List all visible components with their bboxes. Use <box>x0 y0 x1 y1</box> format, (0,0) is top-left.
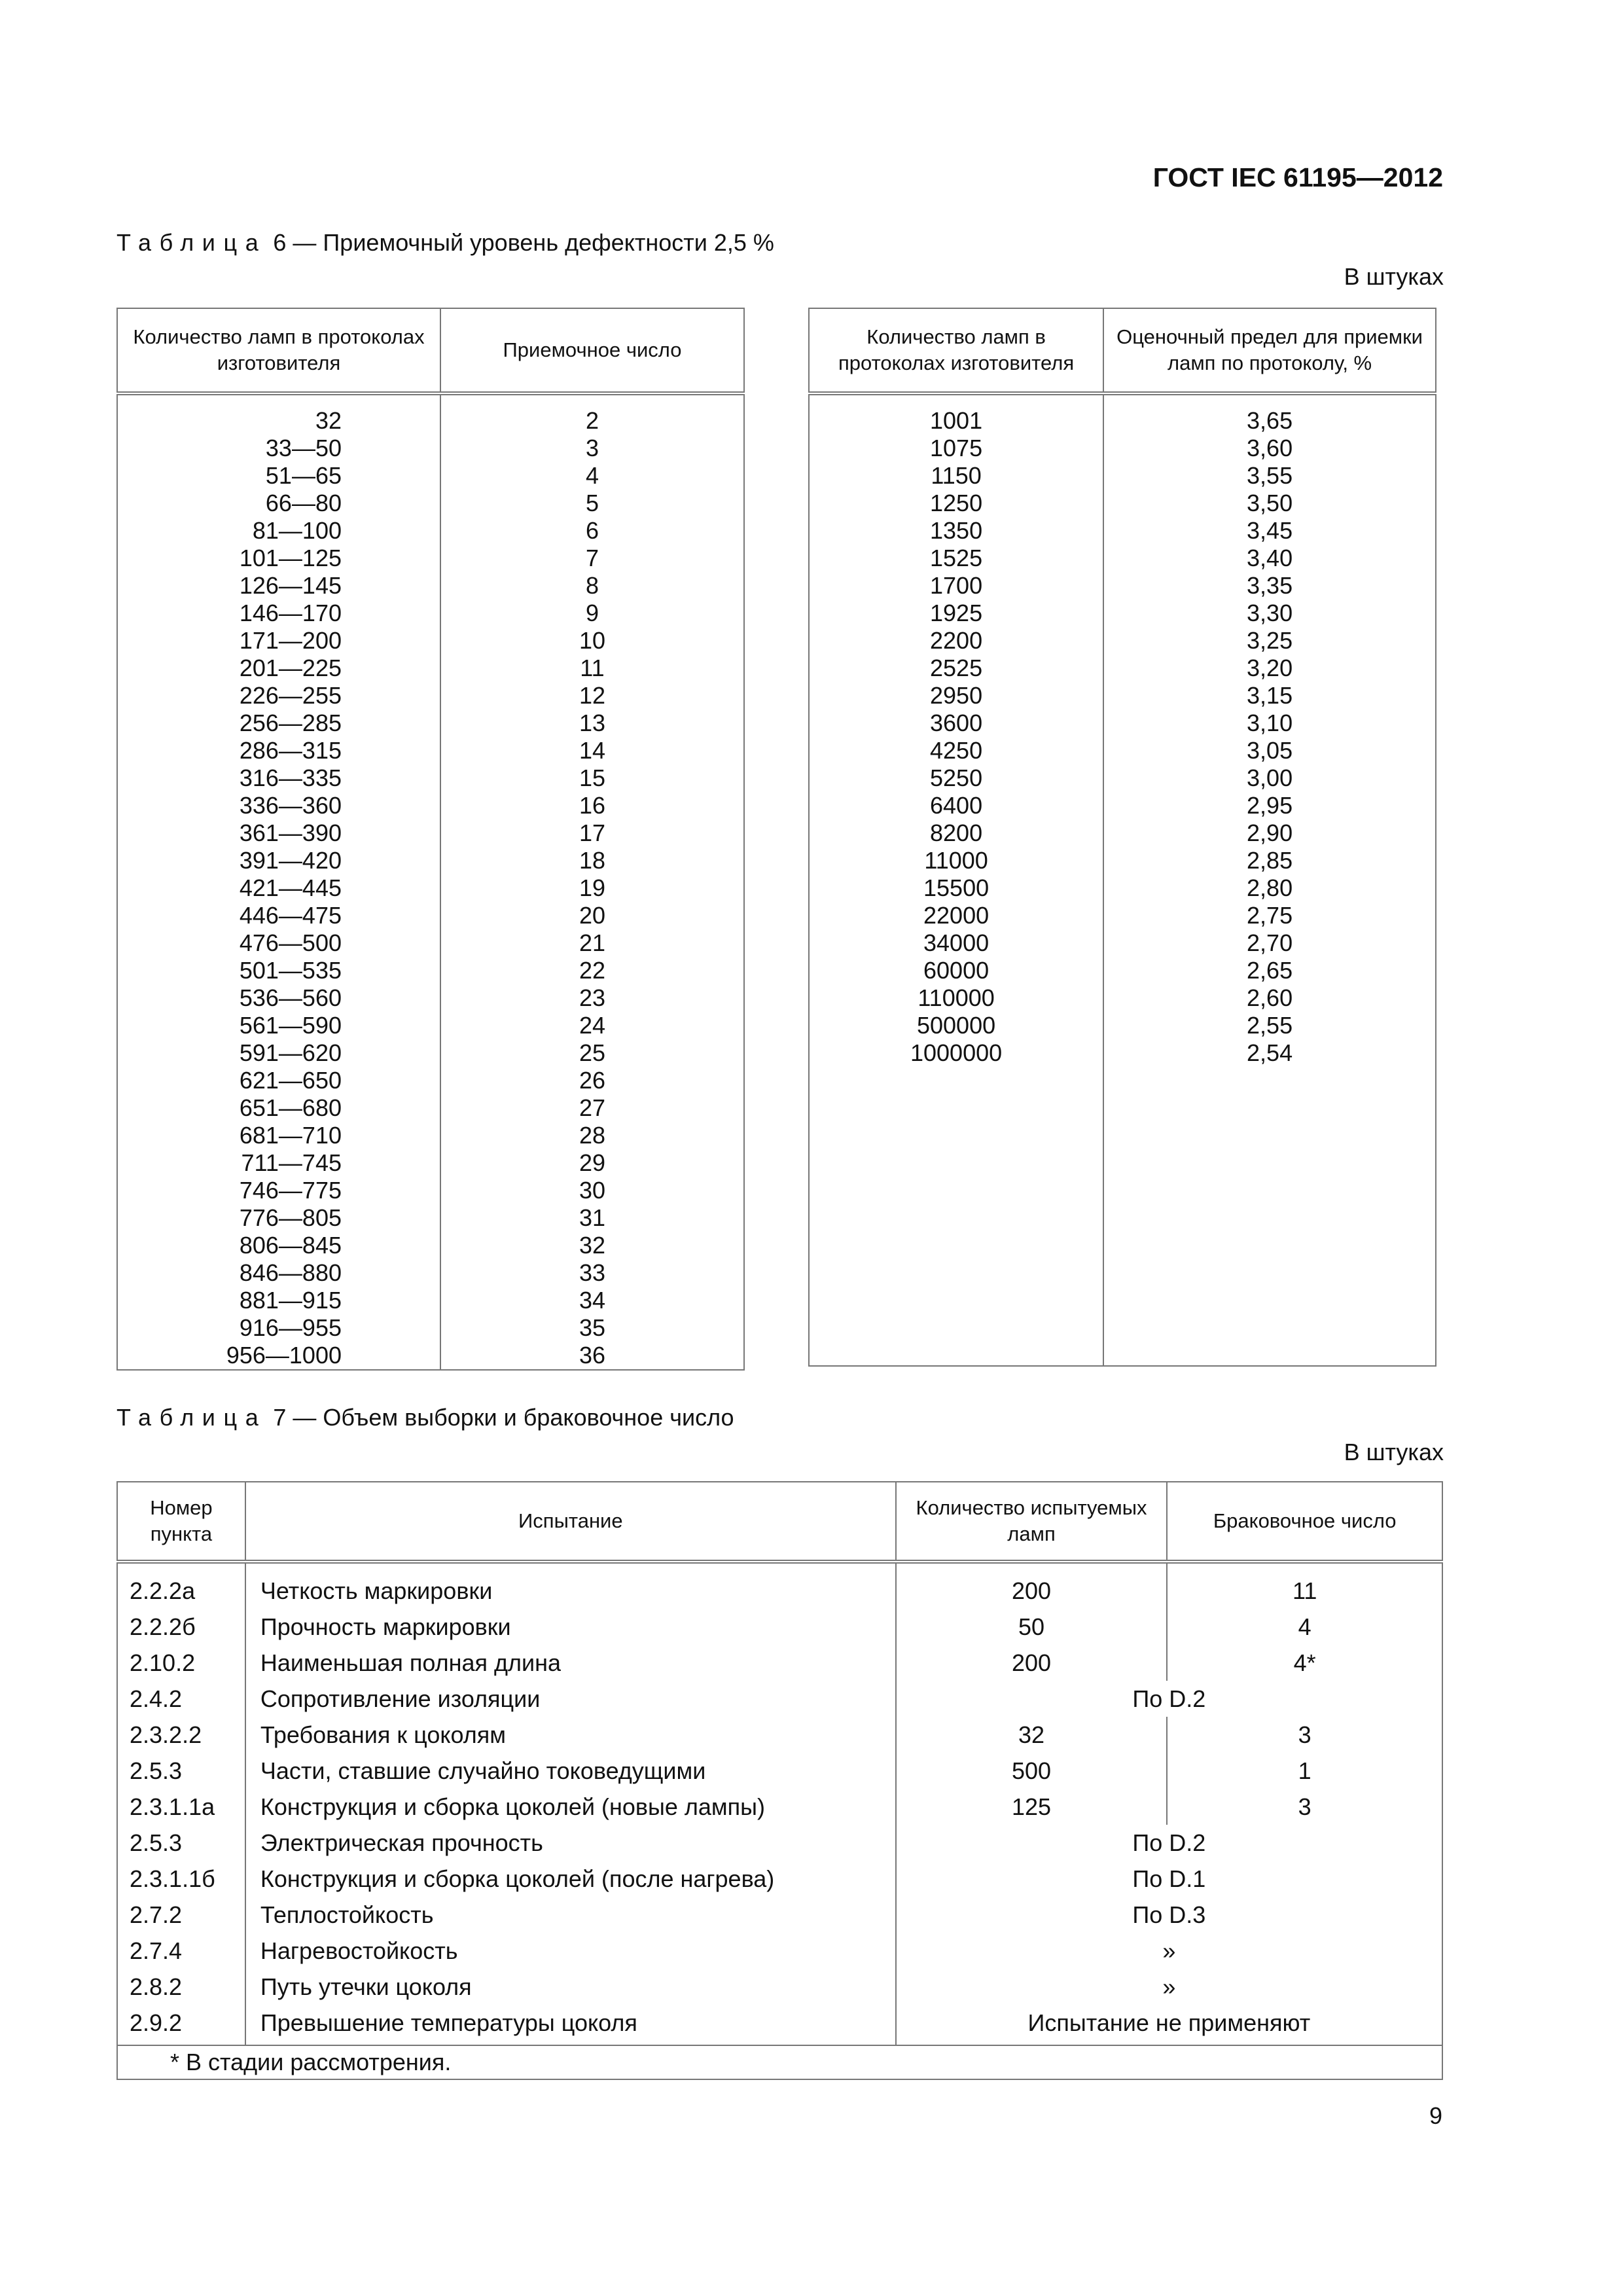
acceptance-number-cell: 8 <box>585 572 599 599</box>
table6-right-header-count: Количество ламп в протоколах изготовителя <box>809 308 1103 393</box>
lamp-count-cell: 1525 <box>930 545 983 571</box>
acceptance-number-cell: 14 <box>579 737 606 764</box>
lamp-count-cell: 101—125 <box>239 545 342 571</box>
lamp-count-cell: 8200 <box>930 819 983 846</box>
table7-caption-text: — Объем выборки и браковочное число <box>293 1404 734 1431</box>
reject-number-cell: 3 <box>1167 1789 1442 1825</box>
lamp-count-cell: 2200 <box>930 627 983 654</box>
lamp-count-cell: 22000 <box>923 902 990 929</box>
lamp-count-cell: 126—145 <box>239 572 342 599</box>
acceptance-number-cell: 13 <box>579 709 606 736</box>
lamp-count-cell: 66—80 <box>265 490 342 516</box>
lamp-count-cell: 1925 <box>930 600 983 626</box>
reference-cell: По D.1 <box>896 1861 1442 1897</box>
acceptance-number-cell: 29 <box>579 1149 606 1176</box>
acceptance-limit-cell: 3,35 <box>1247 572 1293 599</box>
item-number-cell: 2.3.1.1б <box>117 1861 245 1897</box>
document-designation: ГОСТ IEC 61195—2012 <box>1152 162 1443 192</box>
acceptance-limit-cell: 3,60 <box>1247 435 1293 461</box>
table-row <box>117 1789 1442 1825</box>
acceptance-number-cell: 10 <box>579 627 606 654</box>
acceptance-number-cell: 27 <box>579 1094 606 1121</box>
reference-cell: По D.2 <box>896 1825 1442 1861</box>
acceptance-limit-cell: 3,65 <box>1247 407 1293 434</box>
acceptance-number-cell: 7 <box>585 545 599 571</box>
lamp-count-cell: 881—915 <box>239 1287 342 1314</box>
lamp-count-cell: 1000000 <box>910 1039 1003 1066</box>
acceptance-limit-cell: 2,75 <box>1247 902 1293 929</box>
acceptance-number-cell: 20 <box>579 902 606 929</box>
acceptance-limit-cell: 2,55 <box>1247 1012 1293 1039</box>
acceptance-number-cell: 19 <box>579 874 606 901</box>
lamp-count-cell: 3600 <box>930 709 983 736</box>
acceptance-limit-cell: 2,65 <box>1247 957 1293 984</box>
table7-caption <box>116 1404 734 1431</box>
lamp-count-cell: 201—225 <box>239 655 342 681</box>
acceptance-limit-cell: 2,95 <box>1247 792 1293 819</box>
acceptance-limit-cell: 3,25 <box>1247 627 1293 654</box>
acceptance-limit-cell: 3,05 <box>1247 737 1293 764</box>
lamp-count-cell: 711—745 <box>241 1149 342 1176</box>
test-name-cell: Наименьшая полная длина <box>245 1645 896 1681</box>
lamp-count-cell: 60000 <box>923 957 990 984</box>
table6-left-value-column <box>440 393 744 1370</box>
acceptance-limit-cell: 3,20 <box>1247 655 1293 681</box>
lamp-count-cell: 501—535 <box>239 957 342 984</box>
table6-right-header-limit: Оценочный предел для приемки ламп по протоколу, % <box>1103 308 1436 393</box>
lamp-count-cell: 11000 <box>924 847 988 874</box>
acceptance-limit-cell: 3,50 <box>1247 490 1293 516</box>
acceptance-number-cell: 6 <box>585 517 599 544</box>
lamp-count-cell: 651—680 <box>239 1094 342 1121</box>
acceptance-limit-cell: 2,80 <box>1247 874 1293 901</box>
acceptance-number-cell: 22 <box>579 957 606 984</box>
lamp-count-cell: 681—710 <box>239 1122 342 1149</box>
acceptance-number-cell: 23 <box>579 984 606 1011</box>
acceptance-number-cell: 28 <box>579 1122 606 1149</box>
acceptance-limit-cell: 3,30 <box>1247 600 1293 626</box>
acceptance-limit-cell: 2,85 <box>1247 847 1293 874</box>
table6-right <box>808 308 1436 1367</box>
lamp-count-cell: 776—805 <box>239 1204 342 1231</box>
acceptance-limit-cell: 3,45 <box>1247 517 1293 544</box>
lamp-count-cell: 171—200 <box>239 627 342 654</box>
acceptance-number-cell: 33 <box>579 1259 606 1286</box>
reject-number-cell: 11 <box>1167 1562 1442 1609</box>
reference-cell: По D.2 <box>896 1681 1442 1717</box>
acceptance-number-cell: 18 <box>579 847 606 874</box>
table6-right-value-column <box>1103 393 1436 1366</box>
reference-cell: » <box>896 1933 1442 1969</box>
reference-cell: » <box>896 1969 1442 2005</box>
quantity-cell: 32 <box>896 1717 1168 1753</box>
table-row <box>117 1753 1442 1789</box>
lamp-count-cell: 316—335 <box>239 764 342 791</box>
table-row <box>117 2005 1442 2045</box>
lamp-count-cell: 146—170 <box>239 600 342 626</box>
lamp-count-cell: 916—955 <box>239 1314 342 1341</box>
test-name-cell: Четкость маркировки <box>245 1562 896 1609</box>
lamp-count-cell: 5250 <box>930 764 983 791</box>
item-number-cell: 2.8.2 <box>117 1969 245 2005</box>
lamp-count-cell: 15500 <box>923 874 990 901</box>
lamp-count-cell: 1350 <box>930 517 983 544</box>
acceptance-number-cell: 34 <box>579 1287 606 1314</box>
acceptance-number-cell: 5 <box>585 490 599 516</box>
acceptance-number-cell: 21 <box>579 929 606 956</box>
lamp-count-cell: 226—255 <box>239 682 342 709</box>
acceptance-limit-cell: 2,90 <box>1247 819 1293 846</box>
table7-header-quantity: Количество испытуемых ламп <box>896 1482 1168 1562</box>
item-number-cell: 2.3.2.2 <box>117 1717 245 1753</box>
test-name-cell: Конструкция и сборка цоколей (новые лампы) <box>245 1789 896 1825</box>
acceptance-number-cell: 30 <box>579 1177 606 1204</box>
lamp-count-cell: 4250 <box>930 737 983 764</box>
test-name-cell: Превышение температуры цоколя <box>245 2005 896 2045</box>
reference-cell: Испытание не применяют <box>896 2005 1442 2045</box>
test-name-cell: Нагревостойкость <box>245 1933 896 1969</box>
item-number-cell: 2.2.2б <box>117 1609 245 1645</box>
table-row <box>117 1562 1442 1609</box>
table-row <box>117 1645 1442 1681</box>
lamp-count-cell: 621—650 <box>239 1067 342 1094</box>
table6-left <box>116 308 745 1371</box>
lamp-count-cell: 561—590 <box>239 1012 342 1039</box>
lamp-count-cell: 1075 <box>930 435 983 461</box>
lamp-count-cell: 361—390 <box>239 819 342 846</box>
table7-footnote: * В стадии рассмотрения. <box>117 2045 1442 2079</box>
table6-units: В штуках <box>1344 263 1444 290</box>
acceptance-limit-cell: 3,15 <box>1247 682 1293 709</box>
acceptance-number-cell: 3 <box>585 435 599 461</box>
table-row <box>117 1897 1442 1933</box>
acceptance-limit-cell: 3,10 <box>1247 709 1293 736</box>
quantity-cell: 200 <box>896 1562 1168 1609</box>
quantity-cell: 50 <box>896 1609 1168 1645</box>
lamp-count-cell: 391—420 <box>239 847 342 874</box>
lamp-count-cell: 746—775 <box>239 1177 342 1204</box>
table7 <box>116 1481 1443 2080</box>
acceptance-number-cell: 9 <box>585 600 599 626</box>
table6-left-header-acceptance: Приемочное число <box>440 308 744 393</box>
item-number-cell: 2.5.3 <box>117 1825 245 1861</box>
lamp-count-cell: 32 <box>315 407 342 434</box>
reject-number-cell: 1 <box>1167 1753 1442 1789</box>
acceptance-number-cell: 11 <box>580 655 605 681</box>
lamp-count-cell: 110000 <box>918 984 995 1011</box>
table-row <box>117 1825 1442 1861</box>
quantity-cell: 125 <box>896 1789 1168 1825</box>
lamp-count-cell: 476—500 <box>239 929 342 956</box>
acceptance-number-cell: 26 <box>579 1067 606 1094</box>
test-name-cell: Прочность маркировки <box>245 1609 896 1645</box>
lamp-count-cell: 421—445 <box>239 874 342 901</box>
acceptance-number-cell: 16 <box>579 792 606 819</box>
table-row <box>117 1609 1442 1645</box>
table6-left-count-column <box>117 393 440 1370</box>
table6-caption <box>116 229 774 257</box>
acceptance-number-cell: 12 <box>579 682 606 709</box>
test-name-cell: Электрическая прочность <box>245 1825 896 1861</box>
acceptance-number-cell: 24 <box>579 1012 606 1039</box>
lamp-count-cell: 81—100 <box>252 517 342 544</box>
table7-units: В штуках <box>1344 1439 1444 1465</box>
item-number-cell: 2.4.2 <box>117 1681 245 1717</box>
acceptance-number-cell: 15 <box>579 764 606 791</box>
reject-number-cell: 4 <box>1167 1609 1442 1645</box>
lamp-count-cell: 500000 <box>916 1012 996 1039</box>
acceptance-limit-cell: 2,60 <box>1247 984 1293 1011</box>
test-name-cell: Конструкция и сборка цоколей (после нагрева) <box>245 1861 896 1897</box>
test-name-cell: Путь утечки цоколя <box>245 1969 896 2005</box>
lamp-count-cell: 2950 <box>930 682 983 709</box>
test-name-cell: Требования к цоколям <box>245 1717 896 1753</box>
lamp-count-cell: 536—560 <box>239 984 342 1011</box>
page-number: 9 <box>1429 2102 1442 2129</box>
acceptance-number-cell: 25 <box>579 1039 606 1066</box>
lamp-count-cell: 286—315 <box>239 737 342 764</box>
quantity-cell: 500 <box>896 1753 1168 1789</box>
table7-header-item-number: Номер пункта <box>117 1482 245 1562</box>
lamp-count-cell: 806—845 <box>239 1232 342 1259</box>
lamp-count-cell: 2525 <box>930 655 983 681</box>
lamp-count-cell: 446—475 <box>239 902 342 929</box>
lamp-count-cell: 956—1000 <box>226 1342 342 1369</box>
acceptance-number-cell: 4 <box>585 462 599 489</box>
lamp-count-cell: 846—880 <box>239 1259 342 1286</box>
table7-caption-prefix: Таблица <box>116 1404 267 1431</box>
lamp-count-cell: 1700 <box>930 572 983 599</box>
test-name-cell: Теплостойкость <box>245 1897 896 1933</box>
acceptance-number-cell: 35 <box>579 1314 606 1341</box>
table7-caption-number: 7 <box>273 1404 287 1431</box>
acceptance-number-cell: 31 <box>579 1204 606 1231</box>
acceptance-limit-cell: 3,00 <box>1247 764 1293 791</box>
item-number-cell: 2.7.4 <box>117 1933 245 1969</box>
item-number-cell: 2.2.2а <box>117 1562 245 1609</box>
table6-left-header-count: Количество ламп в протоколах изготовителя <box>117 308 440 393</box>
item-number-cell: 2.9.2 <box>117 2005 245 2045</box>
acceptance-limit-cell: 3,55 <box>1247 462 1293 489</box>
lamp-count-cell: 591—620 <box>239 1039 342 1066</box>
table-row <box>117 1969 1442 2005</box>
lamp-count-cell: 51—65 <box>265 462 342 489</box>
table-row <box>117 1933 1442 1969</box>
acceptance-limit-cell: 2,70 <box>1247 929 1293 956</box>
reference-cell: По D.3 <box>896 1897 1442 1933</box>
reject-number-cell: 4* <box>1167 1645 1442 1681</box>
lamp-count-cell: 256—285 <box>239 709 342 736</box>
table7-header-test: Испытание <box>245 1482 896 1562</box>
item-number-cell: 2.5.3 <box>117 1753 245 1789</box>
table7-header-reject-number: Браковочное число <box>1167 1482 1442 1562</box>
test-name-cell: Части, ставшие случайно токоведущими <box>245 1753 896 1789</box>
lamp-count-cell: 33—50 <box>265 435 342 461</box>
lamp-count-cell: 6400 <box>930 792 983 819</box>
table-row <box>117 1861 1442 1897</box>
acceptance-number-cell: 17 <box>579 819 606 846</box>
acceptance-number-cell: 32 <box>579 1232 606 1259</box>
table6-caption-prefix: Таблица <box>116 229 267 256</box>
lamp-count-cell: 1001 <box>930 407 983 434</box>
table-row <box>117 1717 1442 1753</box>
item-number-cell: 2.3.1.1а <box>117 1789 245 1825</box>
acceptance-number-cell: 2 <box>585 407 599 434</box>
quantity-cell: 200 <box>896 1645 1168 1681</box>
table6-right-count-column <box>809 393 1103 1366</box>
item-number-cell: 2.7.2 <box>117 1897 245 1933</box>
acceptance-number-cell: 36 <box>579 1342 606 1369</box>
acceptance-limit-cell: 3,40 <box>1247 545 1293 571</box>
table-row <box>117 1681 1442 1717</box>
lamp-count-cell: 34000 <box>923 929 990 956</box>
lamp-count-cell: 336—360 <box>239 792 342 819</box>
item-number-cell: 2.10.2 <box>117 1645 245 1681</box>
reject-number-cell: 3 <box>1167 1717 1442 1753</box>
acceptance-limit-cell: 2,54 <box>1247 1039 1293 1066</box>
table6-caption-text: — Приемочный уровень дефектности 2,5 % <box>293 229 774 256</box>
lamp-count-cell: 1250 <box>930 490 983 516</box>
table6-caption-number: 6 <box>273 229 287 256</box>
test-name-cell: Сопротивление изоляции <box>245 1681 896 1717</box>
lamp-count-cell: 1150 <box>931 462 982 489</box>
